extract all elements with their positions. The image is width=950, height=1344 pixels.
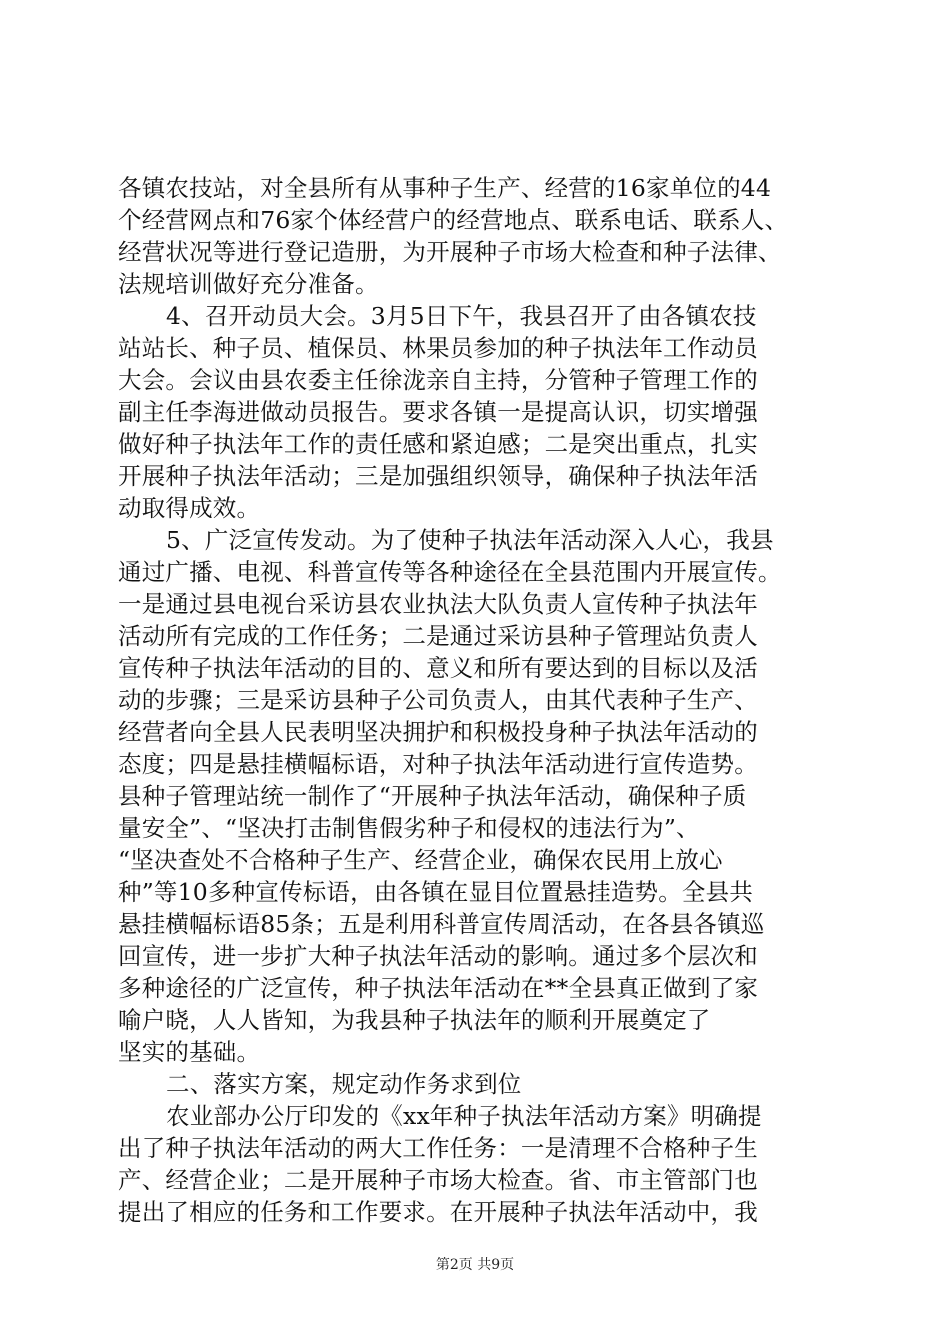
text-line: 宣传种子执法年活动的目的、意义和所有要达到的目标以及活 <box>118 654 758 682</box>
text-line: 悬挂横幅标语85条；五是利用科普宣传周活动，在各县各镇巡 <box>118 910 765 938</box>
paragraph-start-line: 农业部办公厅印发的《xx年种子执法年活动方案》明确提 <box>166 1102 762 1130</box>
text-line: 站站长、种子员、植保员、林果员参加的种子执法年工作动员 <box>118 334 758 362</box>
text-line: 多种途径的广泛宣传，种子执法年活动在**全县真正做到了家 <box>118 974 759 1002</box>
text-line: 回宣传，进一步扩大种子执法年活动的影响。通过多个层次和 <box>118 942 758 970</box>
text-line: 通过广播、电视、科普宣传等各种途径在全县范围内开展宣传。 <box>118 558 782 586</box>
text-line: 出了种子执法年活动的两大工作任务：一是清理不合格种子生 <box>118 1134 758 1162</box>
text-line: 喻户晓，人人皆知，为我县种子执法年的顺利开展奠定了 <box>118 1006 711 1034</box>
text-line: 大会。会议由县农委主任徐泷亲自主持，分管种子管理工作的 <box>118 366 758 394</box>
text-line: 提出了相应的任务和工作要求。在开展种子执法年活动中，我 <box>118 1198 758 1226</box>
text-line: 做好种子执法年工作的责任感和紧迫感；二是突出重点，扎实 <box>118 430 758 458</box>
paragraph-start-line: 5、广泛宣传发动。为了使种子执法年活动深入人心，我县 <box>166 526 774 554</box>
text-line: 一是通过县电视台采访县农业执法大队负责人宣传种子执法年 <box>118 590 758 618</box>
page-number-footer: 第2页 共9页 <box>435 1257 515 1273</box>
text-line: 活动所有完成的工作任务；二是通过采访县种子管理站负责人 <box>118 622 758 650</box>
body-text <box>118 172 834 1228</box>
text-line: 县种子管理站统一制作了“开展种子执法年活动，确保种子质 <box>118 782 747 810</box>
text-line: 动取得成效。 <box>118 494 261 522</box>
text-line: 动的步骤；三是采访县种子公司负责人，由其代表种子生产、 <box>118 686 758 714</box>
text-line: 副主任李海进做动员报告。要求各镇一是提高认识，切实增强 <box>118 398 758 426</box>
section-heading: 二、落实方案，规定动作务求到位 <box>166 1070 522 1098</box>
text-line: 态度；四是悬挂横幅标语，对种子执法年活动进行宣传造势。 <box>118 750 758 778</box>
text-line: 经营状况等进行登记造册，为开展种子市场大检查和种子法律、 <box>118 238 782 266</box>
paragraph-start-line: 4、召开动员大会。3月5日下午，我县召开了由各镇农技 <box>166 302 757 330</box>
text-line: 各镇农技站，对全县所有从事种子生产、经营的16家单位的44 <box>118 174 772 202</box>
text-line: 法规培训做好充分准备。 <box>118 270 379 298</box>
text-line: 种”等10多种宣传标语，由各镇在显目位置悬挂造势。全县共 <box>118 878 754 906</box>
text-line: 个经营网点和76家个体经营户的经营地点、联系电话、联系人、 <box>118 206 789 234</box>
text-line: 开展种子执法年活动；三是加强组织领导，确保种子执法年活 <box>118 462 758 490</box>
text-line: “坚决查处不合格种子生产、经营企业，确保农民用上放心 <box>118 846 723 874</box>
text-line: 量安全”、“坚决打击制售假劣种子和侵权的违法行为”、 <box>118 814 700 842</box>
text-line: 坚实的基础。 <box>118 1038 261 1066</box>
text-line: 经营者向全县人民表明坚决拥护和积极投身种子执法年活动的 <box>118 718 758 746</box>
text-line: 产、经营企业；二是开展种子市场大检查。省、市主管部门也 <box>118 1166 758 1194</box>
